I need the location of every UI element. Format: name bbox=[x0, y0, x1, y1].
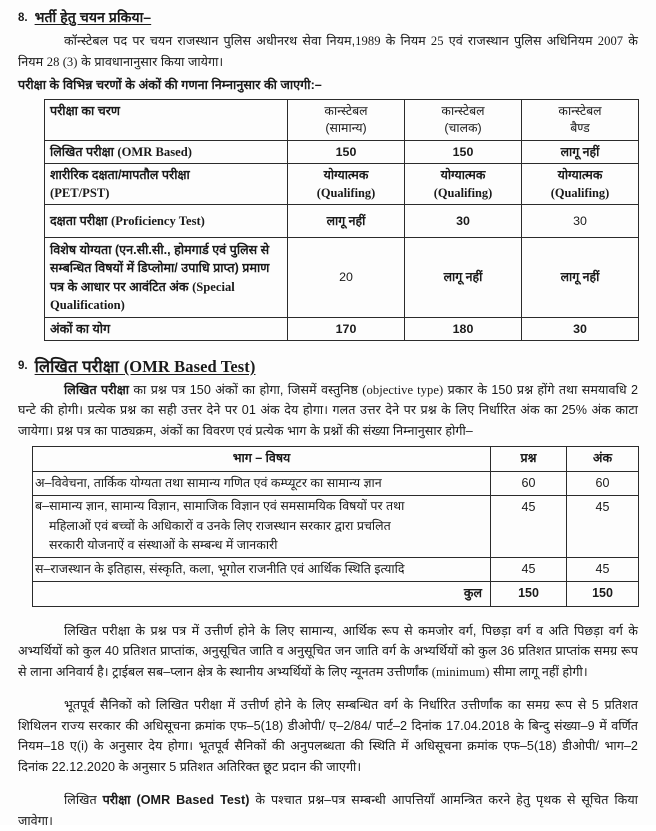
s8-para-seg-f: 2007 bbox=[597, 34, 624, 48]
stage-label-hi: शारीरिक दक्षता/मापतौल परीक्षा bbox=[50, 167, 190, 182]
section-9-paragraph-2 bbox=[18, 621, 638, 683]
s8-para-seg-h: 28 (3) bbox=[46, 54, 78, 69]
syllabus-questions: 45 bbox=[491, 557, 567, 582]
syllabus-questions: 60 bbox=[491, 471, 567, 496]
syllabus-table bbox=[32, 446, 639, 607]
section-8-title: भर्ती हेतु चयन प्रकिया– bbox=[34, 9, 152, 25]
stage-label-hi: लिखित परीक्षा bbox=[50, 144, 118, 159]
stage-label bbox=[45, 163, 288, 204]
stage-label-en: (OMR Based) bbox=[117, 144, 192, 159]
s9-para4-omr-label: परीक्षा (OMR Based Test) bbox=[102, 793, 250, 807]
syllabus-subject-line: ब–सामान्य ज्ञान, सामान्य विज्ञान, सामाजिक विज्ञान एवं समसामयिक विषयों पर तथा bbox=[35, 499, 405, 513]
stage-value-band: लागू नहीं bbox=[522, 237, 639, 317]
s9-para2-tail: सीमा लागू नहीं होगी। bbox=[489, 664, 588, 679]
section-9-title bbox=[35, 356, 256, 378]
header-constable-general-line1: कान्स्टेबल bbox=[324, 103, 368, 118]
s9-para4-seg-c: के पश्चात प्रश्न–पत्र सम्बन्धी आपत्तियाँ आमन्त्रित करने हेतु पृथक से सूचित किया जावेगा। bbox=[18, 793, 638, 828]
stage-value-band: 30 bbox=[522, 204, 639, 237]
s9-para1-objective-type: (objective type) bbox=[362, 382, 444, 397]
s8-para-seg-e: एवं राजस्थान पुलिस अधिनियम bbox=[443, 34, 598, 48]
table-row bbox=[45, 140, 639, 163]
header-stage: परीक्षा का चरण bbox=[45, 99, 288, 140]
s9-para4-seg-a: लिखित bbox=[64, 793, 103, 807]
stage-label bbox=[45, 204, 288, 237]
header-constable-driver-line2: (चालक) bbox=[444, 120, 482, 135]
section-8-paragraph bbox=[18, 31, 638, 72]
section-9-heading bbox=[18, 356, 638, 378]
stage-value-driver: लागू नहीं bbox=[405, 237, 522, 317]
table-row bbox=[45, 163, 639, 204]
section-8-heading bbox=[18, 8, 638, 27]
syllabus-total-questions: 150 bbox=[491, 582, 567, 607]
syllabus-subject bbox=[33, 557, 491, 582]
section-9-title-hi: लिखित परीक्षा bbox=[34, 357, 124, 376]
syllabus-questions: 45 bbox=[491, 496, 567, 558]
header-constable-general-line2: (सामान्य) bbox=[325, 120, 367, 135]
syllabus-marks: 45 bbox=[567, 557, 639, 582]
section-9-paragraph-1 bbox=[18, 380, 638, 442]
s8-para-seg-g: के नियम bbox=[18, 34, 638, 69]
stage-total-driver: 180 bbox=[405, 317, 522, 340]
syllabus-subject-line: महिलाओं एवं बच्चों के अधिकारों व उनके लिए राजस्थान सरकार द्वारा प्रचलित bbox=[49, 518, 391, 533]
stage-label-hi: विशेष योग्यता (एन.सी.सी., होमगार्ड एवं पुलिस से सम्बन्धित विषयों में डिप्लोमा/ उपाधि प्राप्त) प्रमाण पत्र के आधार पर आवंटित अंक bbox=[50, 242, 270, 294]
syllabus-subject-line: स–राजस्थान के इतिहास, संस्कृति, कला, भूगोल राजनीति एवं आर्थिक स्थिति इत्यादि bbox=[35, 561, 405, 576]
syllabus-subject-line: अ–विवेचना, तार्किक योग्यता तथा सामान्य गणित एवं कम्प्यूटर का सामान्य ज्ञान bbox=[35, 475, 382, 490]
stage-value-band: लागू नहीं bbox=[522, 140, 639, 163]
s8-para-seg-a: कॉन्स्टेबल पद पर चयन राजस्थान पुलिस अधीनरथ सेवा नियम, bbox=[64, 34, 356, 48]
s8-para-seg-c: के नियम bbox=[380, 34, 431, 48]
section-9-number: 9. bbox=[18, 359, 28, 372]
stage-value-general: लागू नहीं bbox=[288, 204, 405, 237]
header-constable-band bbox=[522, 99, 639, 140]
s9-para2-minimum: (minimum) bbox=[431, 664, 490, 679]
table-row bbox=[33, 557, 639, 582]
table-row bbox=[33, 471, 639, 496]
header-constable-driver-line1: कान्स्टेबल bbox=[441, 103, 485, 118]
stage-label-en: (Special Qualification) bbox=[50, 279, 235, 312]
header-constable-band-line2: बैण्ड bbox=[570, 120, 590, 135]
syllabus-subject bbox=[33, 471, 491, 496]
s9-para1-seg-b: प्रकार के 150 प्रश्न होंगे तथा समयावधि 2 घन्टे की होगी। प्रत्येक प्रश्न का सही उत्तर देने पर 01 अंक देय होगा। गलत उत्तर देने पर प्रश्न के लिए निर्धारित अंक का 25% अंक काटा जायेगा। प्रश्न पत्र का पाठ्यक्रम, अंकों का विवरण एवं प्रत्येक भाग के प्रश्नों की संख्या निम्नानुसार होगी– bbox=[18, 382, 639, 438]
stage-value-driver: योग्यात्मक (Qualifing) bbox=[405, 163, 522, 204]
stage-label-total: अंकों का योग bbox=[45, 317, 288, 340]
s9-para1-seg-a: का प्रश्न पत्र 150 अंकों का होगा, जिसमें वस्तुनिष्ठ bbox=[129, 382, 363, 397]
s9-para1-lead: लिखित परीक्षा bbox=[64, 382, 130, 397]
stage-label-line2: (PET/PST) bbox=[50, 185, 110, 200]
syllabus-subject bbox=[33, 496, 491, 558]
header-constable-band-line1: कान्स्टेबल bbox=[558, 103, 602, 118]
s8-para-seg-b: 1989 bbox=[355, 34, 381, 48]
syllabus-total-label: कुल bbox=[33, 582, 491, 607]
stage-value-general: 150 bbox=[288, 140, 405, 163]
stages-table-intro: परीक्षा के विभिन्न चरणों के अंकों की गणना निम्नानुसार की जाएगी:– bbox=[18, 78, 322, 92]
syllabus-total-row bbox=[33, 582, 639, 607]
s9-para2-body: लिखित परीक्षा के प्रश्न पत्र में उत्तीर्ण होने के लिए सामान्य, आर्थिक रूप से कमजोर वर्ग, पिछड़ा वर्ग व अति पिछड़ा वर्ग के अभ्यर्थियों को कुल 40 प्रतिशत प्राप्तांक, अनुसूचित जाति व अनुसूचित जन जाति वर्ग के अभ्यर्थियों को कुल 36 प्रतिशत प्राप्तांक समग्र रूप से लाना अनिवार्य है। ट्राईबल सब–प्लान क्षेत्र के स्थानीय अभ्यर्थियों के लिए न्यूनतम उत्तीर्णांक bbox=[18, 623, 638, 679]
section-8-number: 8. bbox=[18, 12, 28, 24]
stages-marks-table bbox=[44, 99, 639, 341]
stage-value-general: योग्यात्मक (Qualifing) bbox=[288, 163, 405, 204]
syllabus-header-row bbox=[33, 447, 639, 472]
stage-label bbox=[45, 237, 288, 317]
section-9-title-en: (OMR Based Test) bbox=[123, 356, 256, 376]
s8-para-seg-d: 25 bbox=[430, 34, 444, 48]
table-total-row bbox=[45, 317, 639, 340]
stage-label-hi: दक्षता परीक्षा bbox=[50, 213, 112, 228]
stage-total-general: 170 bbox=[288, 317, 405, 340]
s8-para-seg-i: के प्रावधानानुसार किया जायेगा। bbox=[77, 54, 224, 69]
stage-value-general: 20 bbox=[288, 237, 405, 317]
stage-label bbox=[45, 140, 288, 163]
syllabus-subject-line: सरकारी योजनाऐं व संस्थाओं के सम्बन्ध में जानकारी bbox=[49, 538, 278, 552]
header-constable-general bbox=[288, 99, 405, 140]
section-9-paragraph-3: भूतपूर्व सैनिकों को लिखित परीक्षा में उत्तीर्ण होने के लिए सम्बन्धित वर्ग के निर्धारित उत्तीर्णांक का समग्र रूप से 5 प्रतिशत शिथिलन राज्य सरकार की अधिसूचना क्रमांक एफ–5(18) डीओपी/ ए–2/84/ पार्ट–2 दिनांक 17.04.2018 के बिन्दु संख्या–9 में वर्णित नियम–18 ए(i) के अनुसार देय होगा। भूतपूर्व सैनिकों की अनुपलब्धता की स्थिति में अधिसूचना क्रमांक एफ–5(18) डीओपी/ भाग–2 दिनांक 22.12.2020 के अनुसार 5 प्रतिशत अतिरिक्त छूट प्रदान की जाएगी। bbox=[18, 698, 638, 774]
table-row bbox=[45, 204, 639, 237]
syllabus-marks: 45 bbox=[567, 496, 639, 558]
stage-value-driver: 150 bbox=[405, 140, 522, 163]
stage-value-driver: 30 bbox=[405, 204, 522, 237]
stage-value-band: योग्यात्मक (Qualifing) bbox=[522, 163, 639, 204]
table-row bbox=[33, 496, 639, 558]
syllabus-marks: 60 bbox=[567, 471, 639, 496]
table-row bbox=[45, 237, 639, 317]
syllabus-header-subject: भाग – विषय bbox=[33, 447, 491, 472]
header-constable-driver bbox=[405, 99, 522, 140]
stage-label-en: (Proficiency Test) bbox=[111, 213, 205, 228]
stage-total-band: 30 bbox=[522, 317, 639, 340]
syllabus-header-marks: अंक bbox=[567, 447, 639, 472]
syllabus-total-marks: 150 bbox=[567, 582, 639, 607]
syllabus-header-questions: प्रश्न bbox=[491, 447, 567, 472]
table-header-row bbox=[45, 99, 639, 140]
